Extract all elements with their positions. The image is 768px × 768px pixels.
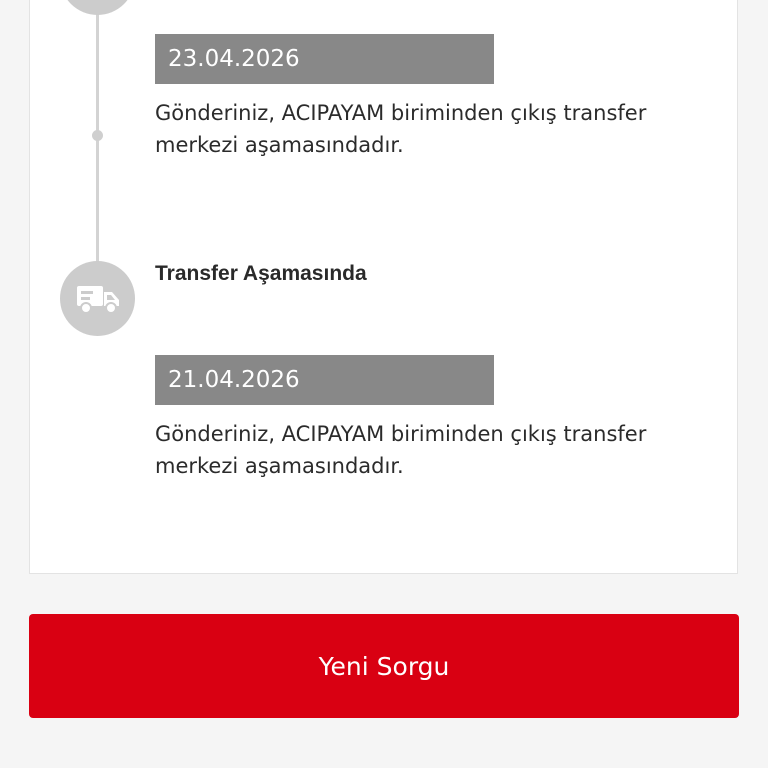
timeline-date: 23.04.2026	[155, 34, 494, 84]
timeline-dot	[92, 130, 103, 141]
tracking-card	[29, 0, 738, 574]
timeline-description: Gönderiniz, ACIPAYAM biriminden çıkış transfer merkezi aşamasındadır.	[155, 422, 647, 478]
truck-icon	[74, 281, 122, 317]
timeline-status-circle	[60, 261, 135, 336]
timeline-description: Gönderiniz, ACIPAYAM biriminden çıkış transfer merkezi aşamasındadır.	[155, 101, 647, 157]
new-query-button[interactable]: Yeni Sorgu	[29, 614, 739, 718]
timeline-status-title: Transfer Aşamasında	[155, 262, 367, 285]
timeline-date: 21.04.2026	[155, 355, 494, 405]
